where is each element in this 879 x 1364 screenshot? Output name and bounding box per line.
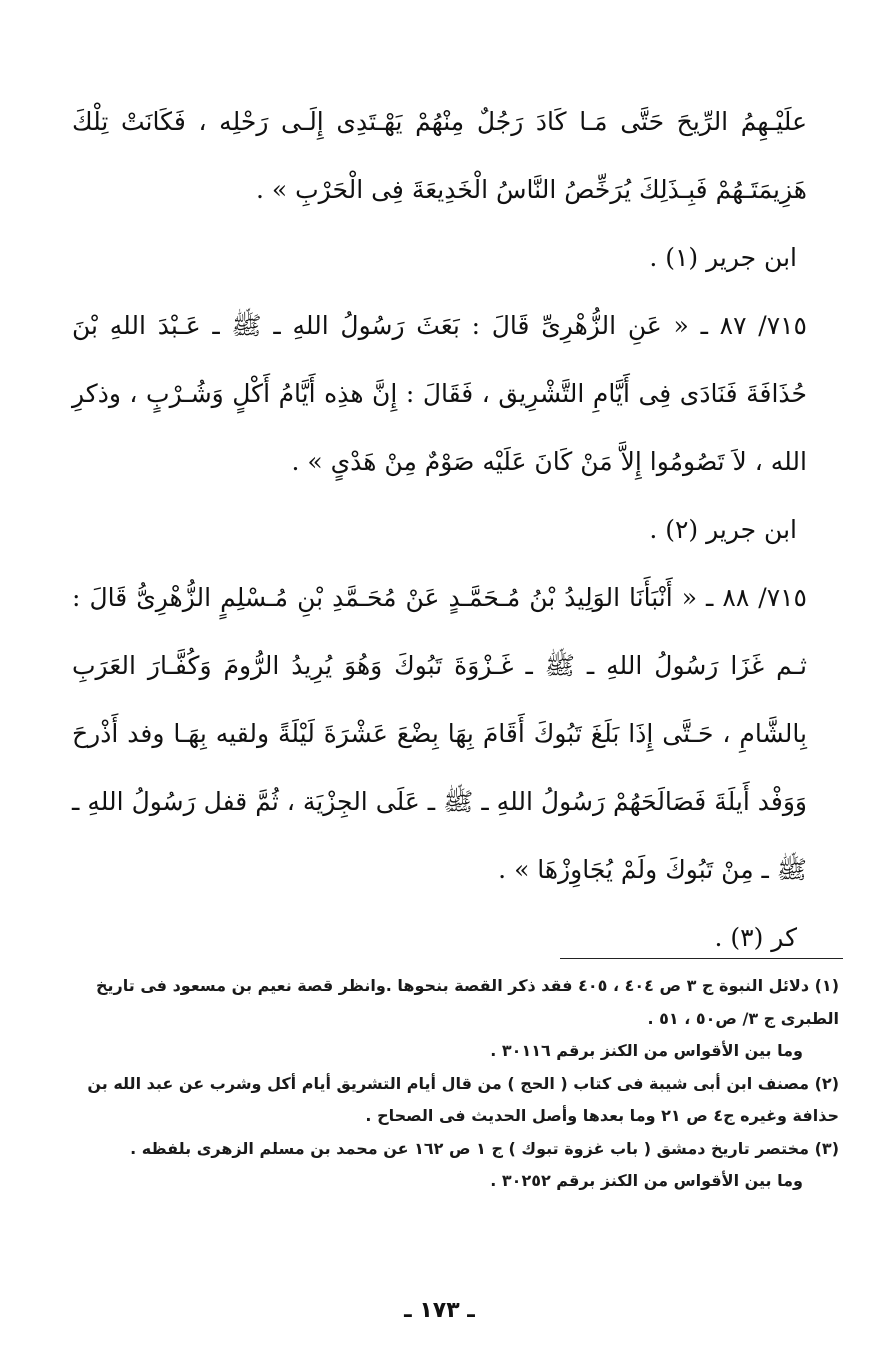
hadith-715-87: ٧١٥/ ٨٧ ـ « عَنِ الزُّهْرِىِّ قَالَ : بَعَثَ رَسُولُ اللهِ ـ ﷺ ـ عَـبْدَ اللهِ بْنَ حُذَافَةَ فَنَادَى فِى أَيَّامِ التَّشْرِيق ، فَقَالَ : إِنَّ هذِه أَيَّامُ أَكْلٍ وَشُـرْبٍ ، وذكرِ الله ، لاَ تَصُومُوا إِلاَّ مَنْ كَانَ عَلَيْه صَوْمٌ مِنْ هَدْىٍ » . (72, 311, 807, 476)
footnote-divider (560, 958, 843, 959)
footnote-1: (١) دلائل النبوة ج ٣ ص ٤٠٤ ، ٤٠٥ فقد ذكر القصة بنحوها .وانظر قصة نعيم بن مسعود فى تاريخ الطبرى ج ٣/ ص٥٠ ، ٥١ . (96, 976, 839, 1028)
paragraph-1: علَيْـهِمُ الرِّيحَ حَتَّى مَـا كَادَ رَجُلٌ مِنْهُمْ يَهْـتَدِى إِلَـى رَحْلِه ، فَكَانَتْ تِلْكَ هَزِيمَتَـهُمْ فَبِـذَلِكَ يُرَخِّصُ النَّاسُ الْخَدِيعَةَ فِى الْحَرْبِ » . (72, 107, 807, 204)
footnote-3-note: وما بين الأقواس من الكنز برقم ٣٠٢٥٢ . (490, 1171, 803, 1190)
page-number: ـ ١٧٣ ـ (404, 1298, 475, 1323)
source-citation-2: ابن جرير (٢) . (649, 515, 797, 544)
footnote-1-note: وما بين الأقواس من الكنز برقم ٣٠١١٦ . (490, 1041, 803, 1060)
source-citation-3: كر (٣) . (714, 923, 797, 952)
source-citation-1: ابن جرير (١) . (649, 243, 797, 272)
hadith-715-88: ٧١٥/ ٨٨ ـ « أَنْبَأَنَا الوَلِيدُ بْنُ مُـحَمَّـدٍ عَنْ مُحَـمَّدِ بْنِ مُـسْلِمٍ الزُّهْرِىُّ قَالَ : ثـم غَزَا رَسُولُ اللهِ ـ ﷺ ـ غَـزْوَةَ تَبُوكَ وَهُوَ يُرِيدُ الرُّومَ وَكُفَّـارَ العَرَبِ بِالشَّامِ ، حَـتَّى إِذَا بَلَغَ تَبُوكَ أَقَامَ بِهَا بِضْعَ عَشْرَةَ لَيْلَةً ولقيه بِهَـا وفد أَذْرحَ وَوَفْد أَيلَةَ فَصَالَحَهُمْ رَسُولُ اللهِ ـ ﷺ ـ عَلَى الجِزْيَة ، ثُمَّ قفل رَسُولُ اللهِ ـ ﷺ ـ مِنْ تَبُوكَ ولَمْ يُجَاوِزْهَا » . (72, 583, 807, 884)
main-text (72, 88, 807, 972)
footnotes (48, 970, 839, 1198)
footnote-3: (٣) مختصر تاريخ دمشق ( باب غزوة تبوك ) ج ١ ص ١٦٢ عن محمد بن مسلم الزهرى بلفظه . (130, 1138, 839, 1158)
footnote-2: (٢) مصنف ابن أبى شيبة فى كتاب ( الحج ) من قال أيام التشريق أيام أكل وشرب عن عبد الله بن حذافة وغيره ج٤ ص ٢١ وما بعدها وأصل الحديث فى الصحاح . (87, 1073, 839, 1125)
